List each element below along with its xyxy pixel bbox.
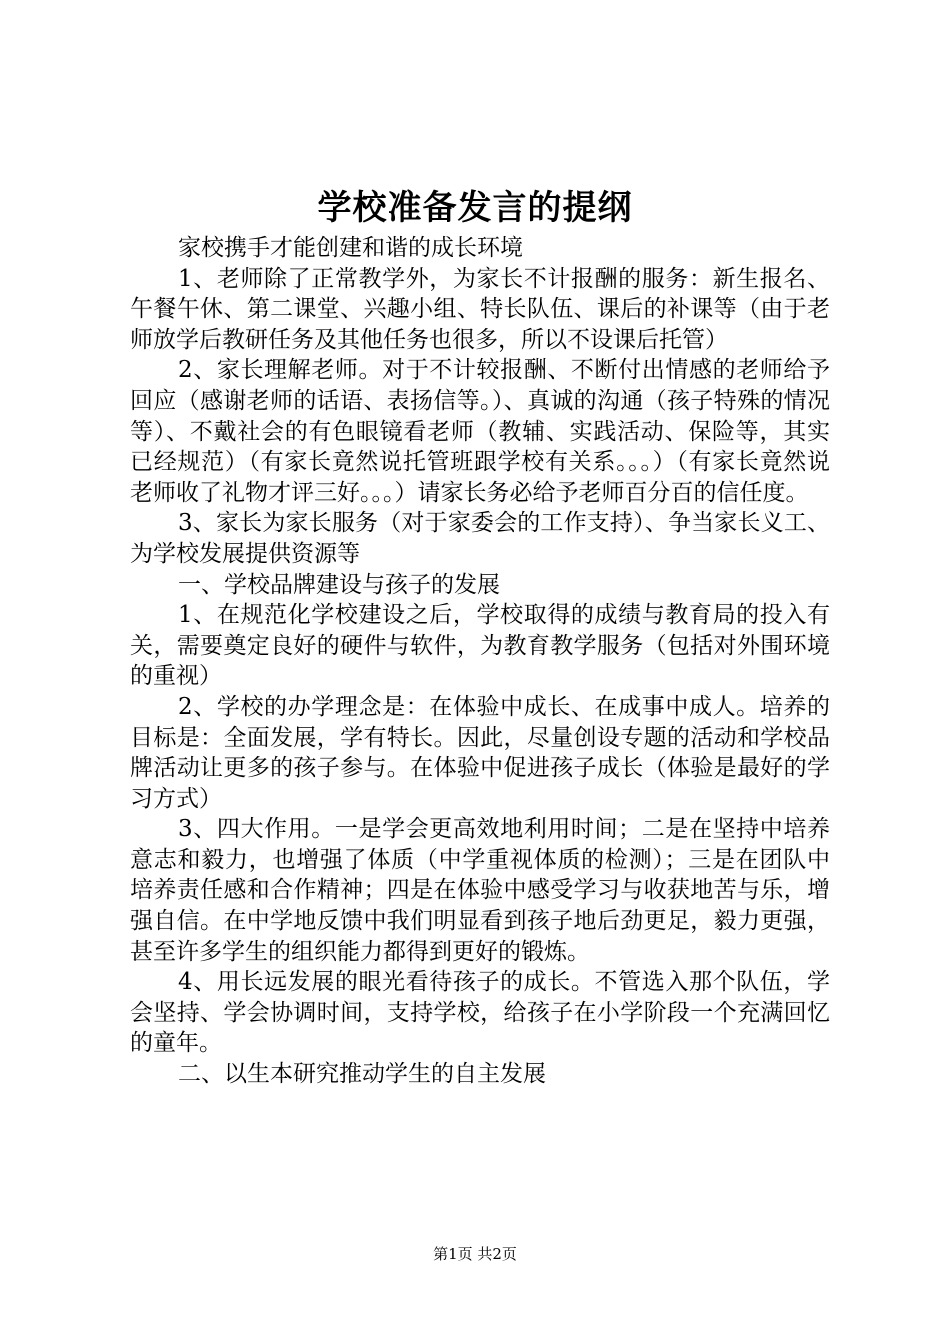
- paragraph: 1、老师除了正常教学外，为家长不计报酬的服务：新生报名、午餐午休、第二课堂、兴趣小组、特长队伍、课后的补课等（由于老师放学后教研任务及其他任务也很多，所以不设课后托管）: [130, 265, 830, 353]
- paragraph: 家校携手才能创建和谐的成长环境: [178, 235, 523, 261]
- document-body: [130, 233, 830, 1090]
- document-title: 学校准备发言的提纲: [317, 188, 633, 228]
- section-heading: 二、以生本研究推动学生的自主发展: [178, 1061, 546, 1088]
- page-footer: 第1页 共2页: [433, 1245, 517, 1263]
- section-heading: 一、学校品牌建设与孩子的发展: [178, 571, 500, 598]
- paragraph: 3、家长为家长服务（对于家委会的工作支持）、争当家长义工、为学校发展提供资源等: [130, 510, 830, 567]
- paragraph: 2、家长理解老师。对于不计较报酬、不断付出情感的老师给予回应（感谢老师的话语、表扬信等。）、真诚的沟通（孩子特殊的情况等）、不戴社会的有色眼镜看老师（教辅、实践活动、保险等，其实已经规范）（有家长竟然说托管班跟学校有关系。。。）（有家长竟然说老师收了礼物才评三好。。。）请家长务必给予老师百分百的信任度。: [130, 357, 830, 506]
- paragraph: 1、在规范化学校建设之后，学校取得的成绩与教育局的投入有关，需要奠定良好的硬件与软件，为教育教学服务（包括对外围环境的重视）: [130, 602, 830, 690]
- paragraph: 3、四大作用。一是学会更高效地利用时间；二是在坚持中培养意志和毅力，也增强了体质（中学重视体质的检测）；三是在团队中培养责任感和合作精神；四是在体验中感受学习与收获地苦与乐，增强自信。在中学地反馈中我们明显看到孩子地后劲更足，毅力更强，甚至许多学生的组织能力都得到更好的锻炼。: [130, 816, 830, 965]
- paragraph: 4、用长远发展的眼光看待孩子的成长。不管选入那个队伍，学会坚持、学会协调时间，支持学校，给孩子在小学阶段一个充满回忆的童年。: [130, 969, 830, 1057]
- paragraph: 2、学校的办学理念是：在体验中成长、在成事中成人。培养的目标是：全面发展，学有特长。因此，尽量创设专题的活动和学校品牌活动让更多的孩子参与。在体验中促进孩子成长（体验是最好的学习方式）: [130, 693, 830, 812]
